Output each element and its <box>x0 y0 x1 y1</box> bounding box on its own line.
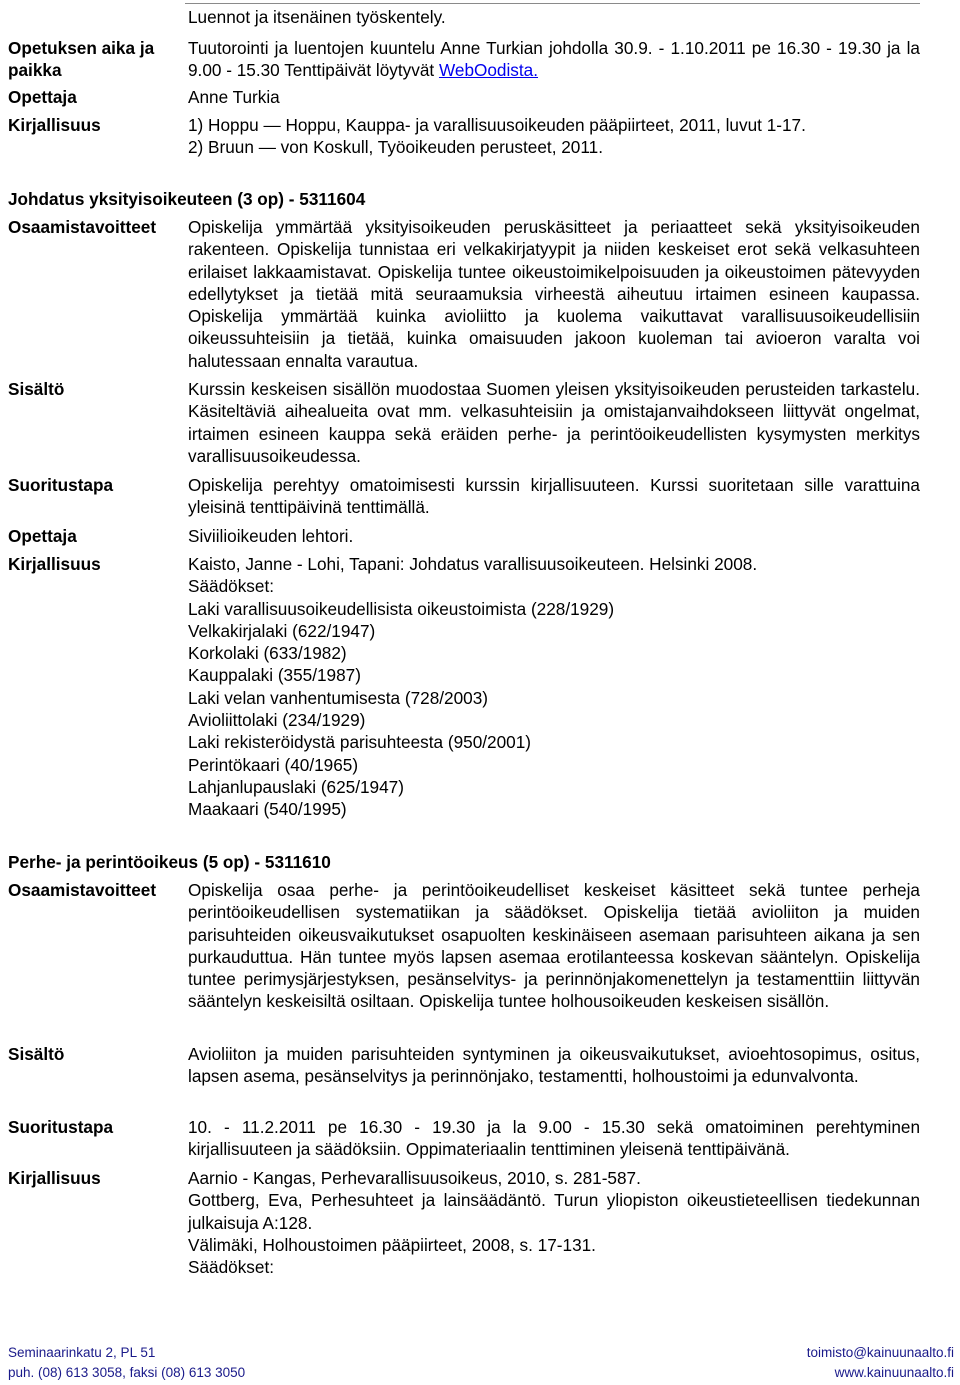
label-osaamistavoitteet: Osaamistavoitteet <box>8 217 157 237</box>
list-item: Kaisto, Janne - Lohi, Tapani: Johdatus varallisuusoikeuteen. Helsinki 2008. <box>188 554 758 574</box>
text-suoritustapa-1: Opiskelija perehtyy omatoimisesti kurssin kirjallisuuteen. Kurssi suoritetaan sille varattuina yleisinä tenttipäivinä tenttimällä. <box>188 475 920 518</box>
label-sisalto-2: Sisältö <box>8 1044 65 1064</box>
list-item: Velkakirjalaki (622/1947) <box>188 620 376 641</box>
list-kirjallisuus-1 <box>188 553 920 821</box>
row-kirjallisuus-2 <box>8 1167 920 1278</box>
header-rule <box>185 3 920 4</box>
text-osaamistavoitteet-1: Opiskelija ymmärtää yksityisoikeuden peruskäsitteet ja periaatteet sekä yksityisoikeuden rakenteen. Opiskelija tunnistaa eri velkakirjatyypit ja niiden keskeiset erot sekä velkasuhteen erilaiset lakkaamistavat. Opiskelija tuntee oikeustoimikelpoisuuden ja oikeustoimen pätevyyden edellytykset ja tietää mitä seuraamuksia virheestä aiheutuu irtaimen esineen kaupassa. Opiskelija ymmärtää kuinka avioliitto ja kuolema vaikuttavat varallisuusoikeudellisiin oikeussuhteisiin ja tietää, kuinka omaisuuden jakoon kuoleman tai avioeron varalta voi halutessaan ennalta varautua. <box>188 217 920 371</box>
row-kirjallisuus-top <box>8 114 920 159</box>
label-sisalto: Sisältö <box>8 379 65 399</box>
label-suoritustapa-2: Suoritustapa <box>8 1117 114 1137</box>
row-opettaja-top <box>8 86 920 108</box>
text-opettaja-1: Siviilioikeuden lehtori. <box>188 526 354 546</box>
row-kirjallisuus-1 <box>8 553 920 821</box>
row-osaamistavoitteet-2 <box>8 879 920 1013</box>
list-item: Maakaari (540/1995) <box>188 799 347 820</box>
label-kirjallisuus-2: Kirjallisuus <box>8 1168 101 1188</box>
row-sisalto-2 <box>8 1043 920 1088</box>
list-item: Gottberg, Eva, Perhesuhteet ja lainsäädäntö. Turun yliopiston oikeustieteellisen tiedekunnan julkaisuja A:128. <box>188 1190 920 1233</box>
text-kirjallisuus-top: 1) Hoppu — Hoppu, Kauppa- ja varallisuusoikeuden pääpiirteet, 2011, luvut 1-17. 2) Bruun — von Koskull, Työoikeuden perusteet, 2011. <box>188 115 806 158</box>
row-suoritustapa-2 <box>8 1116 920 1161</box>
label-opetuksen-aika: Opetuksen aika ja paikka <box>8 38 155 81</box>
weboodi-link[interactable]: WebOodista. <box>438 60 539 81</box>
row-osaamistavoitteet-1 <box>8 216 920 372</box>
label-opettaja-1: Opettaja <box>8 526 77 546</box>
label-kirjallisuus: Kirjallisuus <box>8 115 101 135</box>
text-opettaja: Anne Turkia <box>188 87 280 107</box>
list-item: Välimäki, Holhoustoimen pääpiirteet, 2008, s. 17-131. <box>188 1234 596 1255</box>
list-item: Avioliittolaki (234/1929) <box>188 710 366 731</box>
row-suoritustapa-1 <box>8 474 920 519</box>
list-item: Laki velan vanhentumisesta (728/2003) <box>188 687 489 708</box>
footer-email-link[interactable]: toimisto@kainuunaalto.fi <box>806 1345 954 1360</box>
text-sisalto-1: Kurssin keskeisen sisällön muodostaa Suomen yleisen yksityisoikeuden perusteiden tarkastelu. Käsiteltäviä aihealueita ovat mm. velkasuhteisiin ja omistajanvaihdokseen liittyvät ongelmat, irtaimen esineen kauppa sekä eräiden perhe- ja perintöoikeudellisten kysymysten merkitys varallisuusoikeudessa. <box>188 379 920 466</box>
list-item: Korkolaki (633/1982) <box>188 643 347 664</box>
course-heading-perhe: Perhe- ja perintöoikeus (5 op) - 5311610 <box>8 852 331 872</box>
row-opettaja-1 <box>8 525 920 547</box>
list-item: Laki varallisuusoikeudellisista oikeustoimista (228/1929) <box>188 598 615 619</box>
label-osaamistavoitteet-2: Osaamistavoitteet <box>8 880 157 900</box>
list-item: Lahjanlupauslaki (625/1947) <box>188 776 404 797</box>
list-item: Säädökset: <box>188 1257 274 1278</box>
course-heading-johdatus: Johdatus yksityisoikeuteen (3 op) - 5311604 <box>8 189 366 209</box>
text-suoritustapa-2: 10. - 11.2.2011 pe 16.30 - 19.30 ja la 9.00 - 15.30 sekä omatoiminen perehtyminen kirjallisuuteen ja säädöksiin. Oppimateriaalin tenttiminen yleisenä tenttipäivänä. <box>188 1117 920 1160</box>
row-opetuksen-aika <box>8 37 920 82</box>
list-item: Kauppalaki (355/1987) <box>188 665 361 686</box>
footer-address: Seminaarinkatu 2, PL 51 <box>8 1345 156 1360</box>
footer-website-link[interactable]: www.kainuunaalto.fi <box>834 1365 954 1380</box>
list-kirjallisuus-2 <box>188 1167 920 1278</box>
label-kirjallisuus-1: Kirjallisuus <box>8 554 101 574</box>
footer-phone: puh. (08) 613 3058, faksi (08) 613 3050 <box>8 1365 246 1380</box>
list-item: Aarnio - Kangas, Perhevarallisuusoikeus, 2010, s. 281-587. <box>188 1168 641 1188</box>
label-opettaja: Opettaja <box>8 87 77 107</box>
row-sisalto-1 <box>8 378 920 467</box>
text-sisalto-2: Avioliiton ja muiden parisuhteiden syntyminen ja oikeusvaikutukset, avioehtosopimus, ositus, lapsen asema, pesänselvitys ja perinnönjako, testamentti, holhoustoimi ja edunvalvonta. <box>188 1044 920 1087</box>
list-item: Laki rekisteröidystä parisuhteesta (950/2001) <box>188 732 531 753</box>
list-item: Perintökaari (40/1965) <box>188 754 359 775</box>
list-item: Säädökset: <box>188 576 274 597</box>
lead-text: Luennot ja itsenäinen työskentely. <box>188 7 446 27</box>
text-osaamistavoitteet-2: Opiskelija osaa perhe- ja perintöoikeudelliset keskeiset käsitteet sekä tuntee perheja perintöoikeudellisen systematiikan ja säädökset. Opiskelija tietää avioliiton ja muiden parisuhteiden oikeusvaikutukset osapuolten keskinäiseen asemaan parisuhteen aikana ja sen purkauduttua. Hän tuntee myös lapsen asemaa erotilanteessa koskevan sääntelyn. Opiskelija tuntee perimysjärjestyksen, pesänselvitys- ja perinnönjakomenettelyn ja testamenttiin liittyvän sääntelyn keskeisiltä osiltaan. Opiskelija tuntee holhousoikeuden keskeisen sisällön. <box>188 880 920 1012</box>
text-opetuksen-aika: Tuutorointi ja luentojen kuuntelu Anne Turkian johdolla 30.9. - 1.10.2011 pe 16.30 - 19.30 ja la 9.00 - 15.30 Tenttipäivät löytyvät WebOodista. <box>188 38 920 81</box>
label-suoritustapa: Suoritustapa <box>8 475 114 495</box>
